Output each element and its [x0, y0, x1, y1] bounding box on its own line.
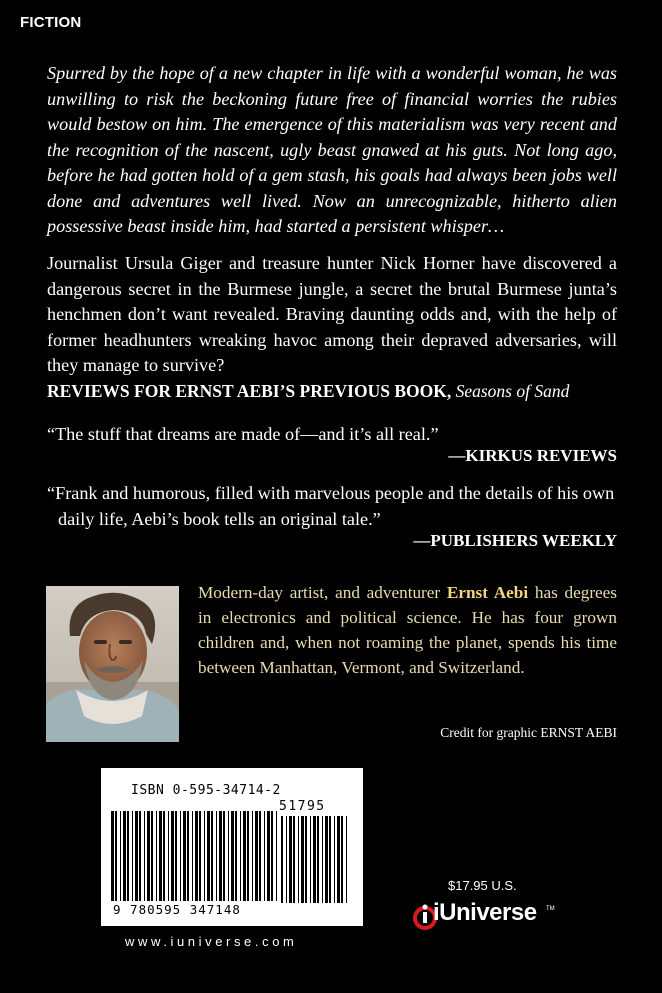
synopsis-paragraph: Journalist Ursula Giger and treasure hunter Nick Horner have discovered a dangerous secret in the Burmese jungle, a secret the brutal Burmese junta’s henchmen don’t want revealed. Braving daunting odds and, with the help of former headhunters wreaking havoc among their depraved adversaries, will they manage to survive?: [47, 253, 617, 375]
author-bio: [198, 580, 617, 680]
barcode-bar: [120, 811, 121, 901]
reviews-heading: [47, 381, 637, 402]
review-quote: [47, 481, 617, 532]
barcode-bar: [123, 811, 126, 901]
barcode-bar: [255, 811, 258, 901]
barcode-bar: [175, 811, 177, 901]
barcode-bar: [171, 811, 174, 901]
barcode-bar: [298, 816, 299, 903]
review-source: —KIRKUS REVIEWS: [448, 446, 617, 465]
barcode-bar: [132, 811, 133, 901]
barcode-bar: [264, 811, 265, 901]
barcode-bar: [163, 811, 165, 901]
barcode-bar: [289, 816, 292, 903]
author-bio-prefix: Modern-day artist, and adventurer: [198, 583, 447, 602]
barcode-bar: [147, 811, 150, 901]
barcode-bar: [317, 816, 319, 903]
previous-book-title: Seasons of Sand: [455, 381, 570, 401]
barcode-bar: [301, 816, 304, 903]
excerpt-paragraph: Spurred by the hope of a new chapter in life with a wonderful woman, he was unwilling to risk the beckoning future free of financial worries the rubies would bestow on him. The emergence of this materialism was very recent and the recognition of the nascent, ugly beast gnawed at his guts. Not long ago, before he had gotten hold of a gem stash, his goals had always been jobs well done and adventures well lived. Now an unrecognizable, hitherto alien possessive beast inside him, had started a persistent whisper…: [47, 63, 617, 236]
barcode-bar: [240, 811, 241, 901]
barcode-bar: [243, 811, 246, 901]
barcode-bar: [252, 811, 253, 901]
barcode-bar: [144, 811, 145, 901]
barcode-bar: [310, 816, 311, 903]
author-bio-suffix: has degrees in electronics and political science. He has four grown children and, when not roaming the planet, spends his time between Manhattan, Vermont, and Switzerland.: [198, 583, 617, 677]
barcode-bar: [168, 811, 169, 901]
barcode-bar: [216, 811, 217, 901]
barcode-bar: [235, 811, 237, 901]
barcode-bar: [228, 811, 229, 901]
barcode-bar: [276, 811, 277, 901]
reviews-heading-label: REVIEWS FOR ERNST AEBI’S PREVIOUS BOOK,: [47, 381, 452, 401]
review-source: —PUBLISHERS WEEKLY: [413, 531, 617, 550]
barcode-bar: [329, 816, 331, 903]
category-label: FICTION: [20, 14, 82, 31]
ean-digits-label: 9 780595 347148: [113, 902, 241, 917]
barcode-bar: [139, 811, 141, 901]
review-quote-line: “Frank and humorous, filled with marvelous people and the details of his own: [47, 483, 615, 503]
retail-price: $17.95 U.S.: [448, 878, 517, 893]
barcode-panel: [101, 768, 363, 926]
barcode-bar: [267, 811, 270, 901]
barcode-bar: [247, 811, 249, 901]
barcode-bar: [337, 816, 340, 903]
barcode-bar: [231, 811, 234, 901]
barcode-bar: [322, 816, 323, 903]
review-quote: [47, 422, 617, 448]
ean-barcode: [111, 811, 277, 903]
isbn-label: ISBN 0-595-34714-2: [131, 783, 281, 798]
barcode-bar: [159, 811, 162, 901]
barcode-bar: [211, 811, 213, 901]
price-code-label: 51795: [279, 799, 326, 814]
barcode-bar: [334, 816, 335, 903]
barcode-bar: [111, 811, 114, 901]
barcode-bar: [192, 811, 193, 901]
barcode-bar: [199, 811, 201, 901]
photo-credit: Credit for graphic ERNST AEBI: [440, 725, 617, 740]
price-addon-barcode: [281, 816, 351, 903]
author-name: Ernst Aebi: [446, 583, 529, 602]
barcode-bar: [286, 816, 287, 903]
barcode-bar: [223, 811, 225, 901]
barcode-bar: [341, 816, 343, 903]
barcode-bar: [180, 811, 181, 901]
barcode-bar: [127, 811, 129, 901]
barcode-bar: [325, 816, 328, 903]
barcode-bar: [187, 811, 189, 901]
barcode-bar: [305, 816, 307, 903]
barcode-bar: [219, 811, 222, 901]
barcode-bar: [115, 811, 117, 901]
barcode-bar: [281, 816, 283, 903]
review-quote-line: daily life, Aebi’s book tells an original tale.”: [58, 508, 381, 529]
barcode-bar: [183, 811, 186, 901]
barcode-bar: [135, 811, 138, 901]
barcode-bar: [207, 811, 210, 901]
barcode-bar: [259, 811, 261, 901]
barcode-bar: [313, 816, 316, 903]
review-quote-line: “The stuff that dreams are made of—and it’s all real.”: [47, 424, 439, 444]
barcode-bar: [271, 811, 273, 901]
publisher-logo-text: iUniverse: [433, 899, 537, 926]
trademark-mark: TM: [546, 906, 555, 912]
barcode-bar: [346, 816, 347, 903]
author-photo: [46, 586, 179, 742]
publisher-website: www.iuniverse.com: [125, 934, 298, 949]
barcode-bar: [156, 811, 157, 901]
barcode-bar: [151, 811, 153, 901]
barcode-bar: [293, 816, 295, 903]
barcode-bar: [204, 811, 205, 901]
barcode-bar: [195, 811, 198, 901]
